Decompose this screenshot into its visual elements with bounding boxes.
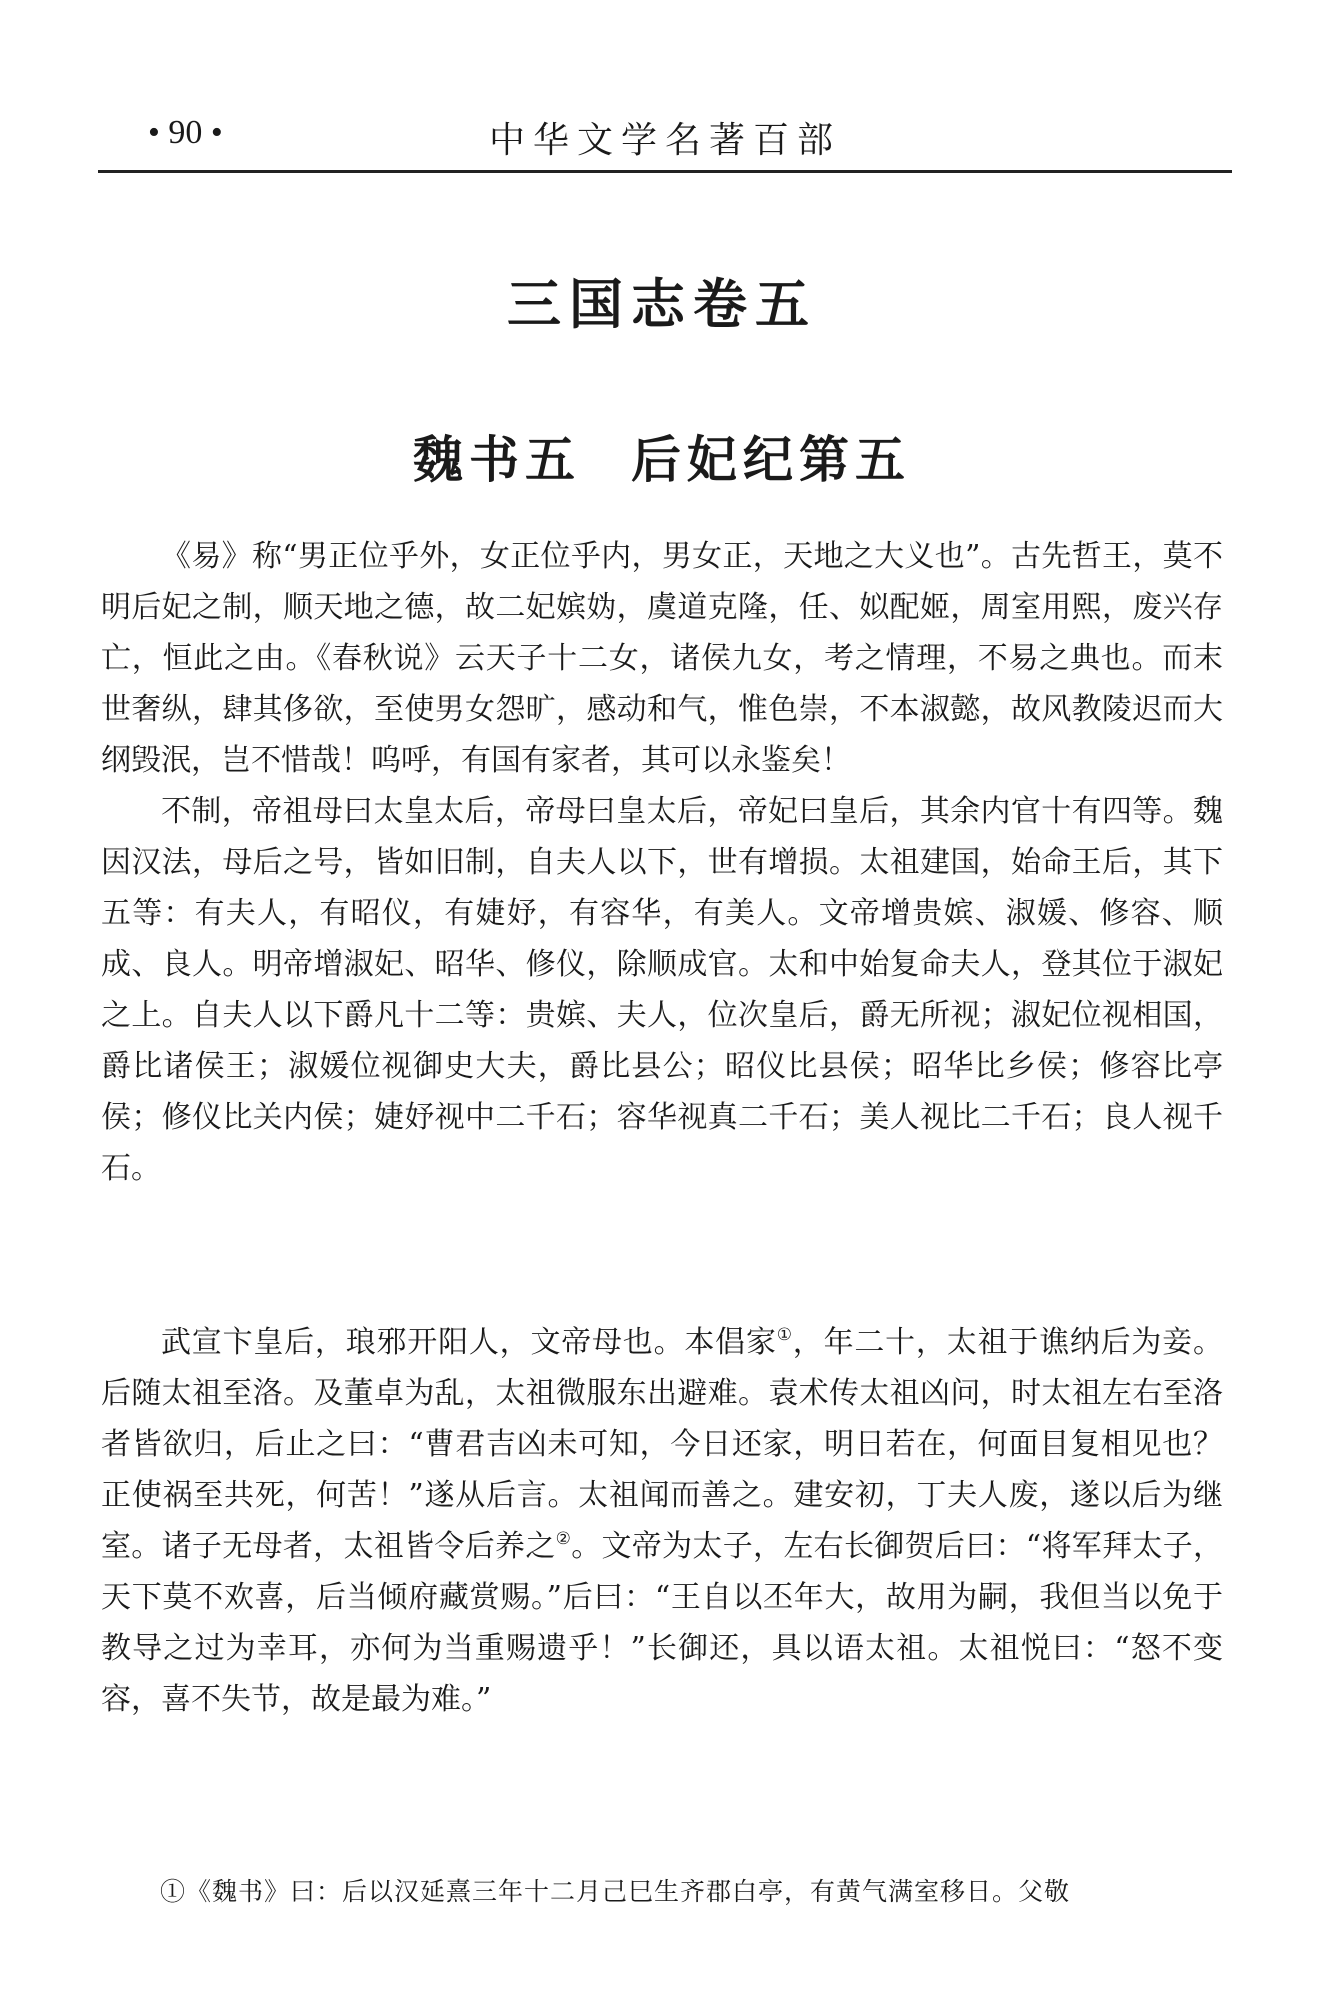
preface-text	[101, 531, 1223, 1194]
text-run: 。文帝为太子，左右长御贺后曰：“将军拜太子，天下莫不欢喜，后当倾府藏赏赐。”后曰：“王自以丕年大，故用为嗣，我但当以免于教导之过为幸耳，亦何为当重赐遗乎！”长御还，具以语太祖。太祖悦曰：“怒不变容，喜不失节，故是最为难。”	[101, 1529, 1223, 1717]
paragraph	[101, 1317, 1223, 1725]
biography-text	[101, 1317, 1223, 1725]
page-number: • 90 •	[148, 114, 223, 151]
running-title: 中华文学名著百部	[488, 120, 841, 161]
text-run: 武宣卞皇后，琅邪开阳人，文帝母也。本倡家	[161, 1325, 777, 1360]
footnote-marker[interactable]: ②	[555, 1529, 572, 1549]
paragraph: 《易》称“男正位乎外，女正位乎内，男女正，天地之大义也”。古先哲王，莫不明后妃之制，顺天地之德，故二妃嫔妫，虞道克隆，任、姒配姬，周室用熙，废兴存亡，恒此之由。《春秋说》云天子十二女，诸侯九女，考之情理，不易之典也。而末世奢纵，肆其侈欲，至使男女怨旷，感动和气，惟色崇，不本淑懿，故风教陵迟而大纲毁泯，岂不惜哉！呜呼，有国有家者，其可以永鉴矣！	[101, 539, 1223, 778]
section-title	[0, 420, 1324, 492]
paragraph: 不制，帝祖母曰太皇太后，帝母曰皇太后，帝妃曰皇后，其余内官十有四等。魏因汉法，母后之号，皆如旧制，自夫人以下，世有增损。太祖建国，始命王后，其下五等：有夫人，有昭仪，有婕妤，有容华，有美人。文帝增贵嫔、淑媛、修容、顺成、良人。明帝增淑妃、昭华、修仪，除顺成官。太和中始复命夫人，登其位于淑妃之上。自夫人以下爵凡十二等：贵嫔、夫人，位次皇后，爵无所视；淑妃位视相国，爵比诸侯王；淑媛位视御史大夫，爵比县公；昭仪比县侯；昭华比乡侯；修容比亭侯；修仪比关内侯；婕妤视中二千石；容华视真二千石；美人视比二千石；良人视千石。	[101, 794, 1223, 1186]
header-rule	[98, 170, 1232, 173]
text-run: ，年二十，太祖于谯纳后为妾。后随太祖至洛。及董卓为乱，太祖微服东出避难。袁术传太祖凶问，时太祖左右至洛者皆欲归，后止之曰：“曹君吉凶未可知，今日还家，明日若在，何面目复相见也？正使祸至共死，何苦！”遂从后言。太祖闻而善之。建安初，丁夫人废，遂以后为继室。诸子无母者，太祖皆令后养之	[101, 1325, 1224, 1564]
footnote: ①《魏书》曰：后以汉延熹三年十二月己巳生齐郡白亭，有黄气满室移日。父敬	[160, 1877, 1071, 1906]
footnote-marker[interactable]: ①	[776, 1325, 793, 1345]
section-title-part1: 魏书五	[413, 431, 581, 489]
page-header	[98, 110, 1232, 166]
volume-title: 三国志卷五	[507, 273, 817, 336]
section-title-part2: 后妃纪第五	[631, 431, 911, 489]
